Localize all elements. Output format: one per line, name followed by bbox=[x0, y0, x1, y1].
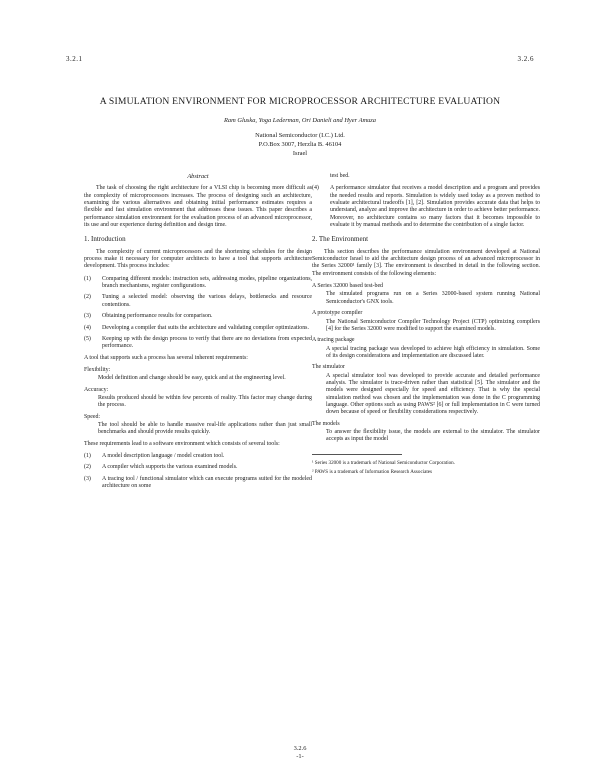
list-item-number: (3) bbox=[84, 475, 91, 482]
intro-paragraph: The complexity of current microprocessors and the shortening schedules for the design process make it necessary for computer architects to have a tool that supports architecture development. This process includes: bbox=[84, 248, 312, 270]
list-item bbox=[84, 276, 312, 291]
list-item-text: A tracing tool / functional simulator which can execute programs suited for the modeled architecture on some bbox=[102, 475, 312, 489]
left-column bbox=[84, 173, 312, 494]
requirement-term: Accuracy: bbox=[84, 386, 109, 393]
footnote-rule bbox=[312, 454, 402, 457]
abstract-text: The task of choosing the right architecture for a VLSI chip is becoming more difficult as the complexity of microprocessors increases. The process of designing such an architecture, examining the various alternatives and obtaining initial performance estimates requires a flexible and fast simulation environment that addresses these issues. This paper describes a performance simulation environment for the evaluation process of an advanced microprocessor, its use and our experience during definition and design time. bbox=[84, 185, 312, 229]
list-item-number: (3) bbox=[84, 313, 91, 320]
affiliation-line: Israel bbox=[292, 149, 308, 157]
footnote: ² PAWS is a trademark of Information Research Associates bbox=[312, 469, 433, 476]
list-item bbox=[84, 453, 312, 460]
requirement-text: The tool should be able to handle massive real-life applications rather than just small benchmarks and should provide results quickly. bbox=[98, 421, 312, 436]
element-term: A prototype compiler bbox=[312, 310, 363, 317]
requirements-intro: A tool that supports such a process has several inherent requirements: bbox=[84, 354, 248, 361]
list-item-number: (5) bbox=[84, 335, 91, 342]
page-number: -1- bbox=[296, 753, 304, 760]
top-right-code: 3.2.6 bbox=[517, 55, 534, 63]
list-item bbox=[84, 336, 312, 351]
list-item bbox=[84, 325, 312, 332]
list-item-number: (2) bbox=[84, 464, 91, 471]
footer-code: 3.2.6 bbox=[293, 745, 307, 752]
element-text: The simulated programs run on a Series 32000-based system running National Semiconductor's GNX tools. bbox=[326, 291, 540, 305]
requirement-text: Results produced should be within few percents of reality. This factor may change during the process. bbox=[98, 394, 312, 409]
element-term: The models bbox=[312, 420, 340, 427]
footnote: ¹ Series 32000 is a trademark of National Semiconductor Corporation. bbox=[312, 459, 455, 466]
list-item-text: A compiler which supports the various examined models. bbox=[102, 464, 238, 471]
affiliation-line: National Semiconductor (I.C.) Ltd. bbox=[255, 132, 345, 139]
list-item bbox=[84, 294, 312, 309]
affiliation-block bbox=[0, 132, 600, 158]
list-item-number: (1) bbox=[84, 275, 91, 282]
paper-title: A SIMULATION ENVIRONMENT FOR MICROPROCESSOR ARCHITECTURE EVALUATION bbox=[99, 96, 501, 107]
list-item-text: Developing a compiler that suits the architecture and validating compiler optimizations. bbox=[102, 324, 309, 331]
element-text: A special simulator tool was developed to provide accurate and detailed performance analysis. The simulator is trace-driven rather than statistical [5]. The simulator and the models were designed especially for speed and efficiency. That is why the special simulation method was chosen and the implementation was done in the C programming language. Other options such as using PAWS² [6] or full implementation in C were turned down because of speed or flexibility considerations respectively. bbox=[326, 372, 540, 416]
list-item-text: Comparing different models: instruction sets, addressing modes, pipeline organizations, branch mechanisms, register configurations. bbox=[102, 275, 312, 290]
abstract-heading: Abstract bbox=[187, 173, 209, 180]
list-item-text: A model description language / model creation tool. bbox=[102, 452, 225, 459]
page-footer bbox=[0, 745, 600, 761]
section-heading-environment: 2. The Environment bbox=[312, 235, 369, 244]
environment-paragraph: This section describes the performance simulation environment developed at National Semiconductor Israel to aid the architecture design process of an advanced microprocessor in the Series 32000¹ family [3]. The environment is described in detail in the following section. The environment consists of the following elements: bbox=[312, 248, 540, 277]
list-item-number: (4) bbox=[84, 324, 91, 331]
continuation-text: test bed. bbox=[330, 173, 350, 179]
affiliation-line: P.O.Box 3007, Herzlia B. 46104 bbox=[258, 140, 342, 148]
list-item-text: Keeping up with the design process to verify that there are no deviations from expected performance. bbox=[102, 335, 312, 350]
list-item-text: A performance simulator that receives a model description and a program and provides the needed results and reports. Simulation is widely used today as a proven method to evaluate architectural tradeoffs [1], [2]. Simulation provides accurate data that helps to understand, analyze and improve the architecture in order to achieve better performance. Moreover, no architecture contains so many factors that it becomes impossible to evaluate it by manual methods and to determine the contribution of a single factor. bbox=[330, 185, 540, 229]
tools-intro: These requirements lead to a software environment which consists of several tools: bbox=[84, 440, 280, 447]
author-list: Ram Gluska, Yoga Lederman, Ori Danieli and Hyer Amuza bbox=[224, 117, 376, 124]
element-text: The National Semiconductor Compiler Technology Project (CTP) optimizing compilers [4] for the Series 32000 were modified to support the examined models. bbox=[326, 318, 540, 332]
list-item-number: (4) bbox=[312, 185, 319, 192]
element-text: To answer the flexibility issue, the models are external to the simulator. The simulator accepts as input the model bbox=[326, 428, 540, 443]
top-left-code: 3.2.1 bbox=[66, 55, 83, 63]
list-item-number: (1) bbox=[84, 452, 91, 459]
list-item-number: (2) bbox=[84, 294, 91, 301]
list-item bbox=[84, 464, 312, 471]
requirement-text: Model definition and change should be easy, quick and at the engineering level. bbox=[98, 375, 286, 382]
requirement-term: Speed: bbox=[84, 413, 101, 420]
section-heading-introduction: 1. Introduction bbox=[84, 235, 126, 244]
right-column bbox=[312, 173, 540, 475]
requirement-term: Flexibility: bbox=[84, 366, 111, 373]
list-item bbox=[312, 185, 540, 229]
list-item bbox=[84, 476, 312, 491]
list-item-text: Obtaining performance results for comparison. bbox=[102, 313, 213, 320]
element-term: The simulator bbox=[312, 364, 345, 371]
element-term: A tracing package bbox=[312, 337, 355, 344]
element-term: A Series 32000 based test-bed bbox=[312, 283, 384, 290]
element-text: A special tracing package was developed to achieve high efficiency in simulation. Some of its design considerations and implementation are discussed later. bbox=[326, 345, 540, 359]
list-item bbox=[84, 313, 312, 320]
list-item-text: Tuning a selected model: observing the various delays, bottlenecks and resource contentions. bbox=[102, 294, 312, 308]
